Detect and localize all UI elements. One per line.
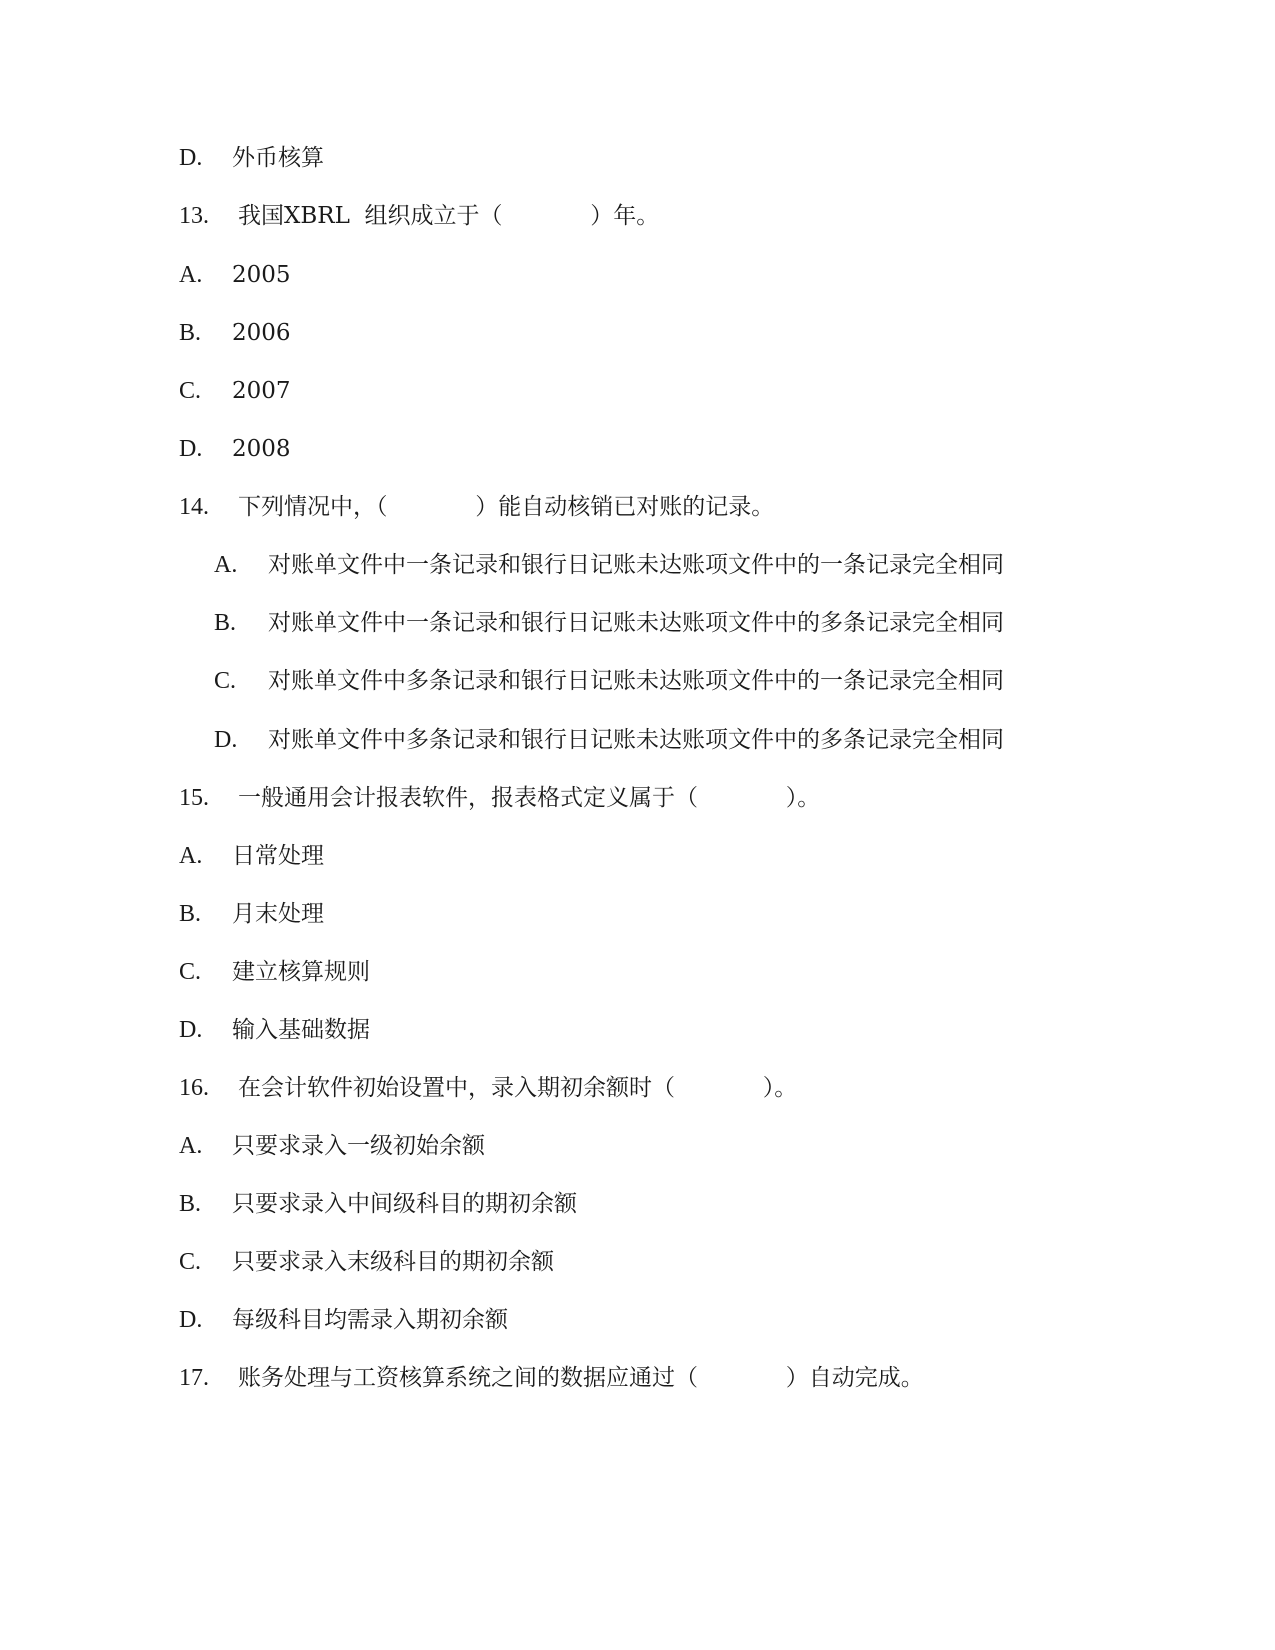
- option-text: 对账单文件中多条记录和银行日记账未达账项文件中的一条记录完全相同: [268, 668, 1004, 694]
- option-line: [0, 1300, 508, 1340]
- option-line: [0, 138, 324, 178]
- option-marker: A.: [179, 843, 203, 869]
- option-text: 对账单文件中多条记录和银行日记账未达账项文件中的多条记录完全相同: [268, 727, 1004, 753]
- option-line: [0, 545, 1004, 585]
- option-line: [0, 255, 291, 295]
- option-line: [0, 836, 324, 876]
- option-marker: A.: [179, 1133, 203, 1159]
- option-line: [0, 371, 291, 411]
- option-marker: D.: [179, 145, 203, 171]
- option-marker: B.: [179, 1191, 202, 1217]
- question-text: 账务处理与工资核算系统之间的数据应通过（ ）自动完成。: [238, 1365, 924, 1391]
- option-line: [0, 603, 1004, 643]
- question-text: 在会计软件初始设置中，录入期初余额时（ ）。: [238, 1075, 798, 1101]
- question-number: 16.: [179, 1075, 209, 1101]
- option-text: 对账单文件中一条记录和银行日记账未达账项文件中的多条记录完全相同: [268, 610, 1004, 636]
- option-marker: D.: [179, 1307, 203, 1333]
- question-number: 15.: [179, 785, 209, 811]
- question-line: [0, 778, 821, 818]
- option-line: [0, 1242, 554, 1282]
- option-text: 只要求录入一级初始余额: [232, 1133, 485, 1159]
- option-marker: C.: [179, 959, 202, 985]
- option-line: [0, 1184, 577, 1224]
- option-line: [0, 952, 370, 992]
- question-text: 我国XBRL 组织成立于（ ）年。: [238, 203, 660, 229]
- option-text: 2008: [232, 436, 291, 462]
- question-number: 14.: [179, 494, 209, 520]
- question-line: [0, 487, 775, 527]
- option-marker: D.: [179, 1017, 203, 1043]
- option-marker: B.: [214, 610, 237, 636]
- option-text: 输入基础数据: [232, 1017, 370, 1043]
- option-text: 2006: [232, 320, 291, 346]
- option-text: 月末处理: [232, 901, 324, 927]
- option-marker: B.: [179, 320, 202, 346]
- option-line: [0, 429, 291, 469]
- option-marker: C.: [214, 668, 237, 694]
- option-line: [0, 1126, 485, 1166]
- option-line: [0, 720, 1004, 760]
- question-line: [0, 196, 660, 236]
- question-text: 一般通用会计报表软件，报表格式定义属于（ ）。: [238, 785, 821, 811]
- option-text: 建立核算规则: [232, 959, 370, 985]
- option-text: 外币核算: [232, 145, 324, 171]
- question-line: [0, 1068, 798, 1108]
- option-marker: A.: [179, 262, 203, 288]
- option-line: [0, 894, 324, 934]
- option-marker: B.: [179, 901, 202, 927]
- option-text: 2005: [232, 262, 291, 288]
- option-text: 每级科目均需录入期初余额: [232, 1307, 508, 1333]
- question-number: 13.: [179, 203, 209, 229]
- option-line: [0, 1010, 370, 1050]
- option-marker: A.: [214, 552, 238, 578]
- option-marker: D.: [214, 727, 238, 753]
- option-line: [0, 661, 1004, 701]
- option-text: 对账单文件中一条记录和银行日记账未达账项文件中的一条记录完全相同: [268, 552, 1004, 578]
- option-marker: D.: [179, 436, 203, 462]
- option-text: 日常处理: [232, 843, 324, 869]
- question-line: [0, 1358, 924, 1398]
- option-line: [0, 313, 291, 353]
- option-marker: C.: [179, 1249, 202, 1275]
- question-text: 下列情况中，（ ）能自动核销已对账的记录。: [238, 494, 775, 520]
- option-marker: C.: [179, 378, 202, 404]
- question-number: 17.: [179, 1365, 209, 1391]
- option-text: 只要求录入中间级科目的期初余额: [232, 1191, 577, 1217]
- option-text: 2007: [232, 378, 291, 404]
- option-text: 只要求录入末级科目的期初余额: [232, 1249, 554, 1275]
